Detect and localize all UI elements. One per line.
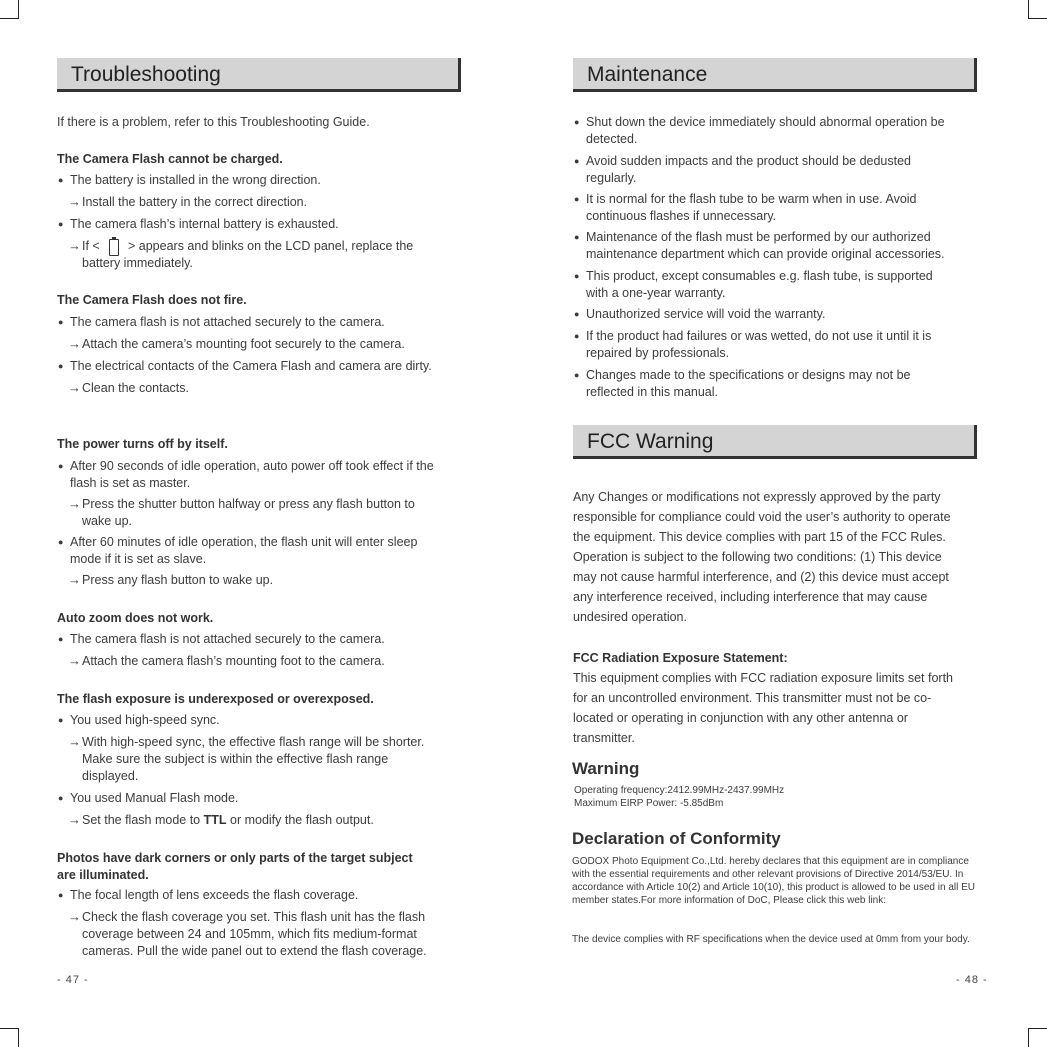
crop-mark bbox=[0, 18, 19, 19]
arrow-item-text: or modify the flash output. bbox=[226, 813, 374, 827]
crop-mark bbox=[0, 1028, 19, 1029]
arrow-item-cont: coverage between 24 and 105mm, which fits medium-format bbox=[82, 927, 417, 941]
bullet-item: ● The focal length of lens exceeds the flash coverage. bbox=[70, 887, 358, 904]
fcc-text: undesired operation. bbox=[573, 610, 687, 624]
crop-mark bbox=[1028, 18, 1047, 19]
arrow-item-text: > appears and blinks on the LCD panel, replace the bbox=[128, 239, 414, 253]
section-title: Photos have dark corners or only parts of the target subject bbox=[57, 851, 413, 865]
arrow-item-cont: displayed. bbox=[82, 769, 139, 783]
section-title: Auto zoom does not work. bbox=[57, 611, 214, 625]
fcc-text: any interference received, including interference that may cause bbox=[573, 590, 928, 604]
bullet-item: ● The camera flash is not attached securely to the camera. bbox=[70, 631, 385, 648]
radiation-title: FCC Radiation Exposure Statement: bbox=[573, 651, 788, 665]
section-title: The flash exposure is underexposed or overexposed. bbox=[57, 692, 374, 706]
section-title: The power turns off by itself. bbox=[57, 437, 228, 451]
bullet-item-cont: regularly. bbox=[586, 171, 637, 185]
bullet-item: ● You used high-speed sync. bbox=[70, 712, 220, 729]
arrow-item: → Attach the camera’s mounting foot securely to the camera. bbox=[82, 336, 405, 353]
bullet-item-cont: mode if it is set as slave. bbox=[70, 552, 207, 566]
arrow-item: → Press the shutter button halfway or press any flash button to bbox=[82, 496, 415, 513]
bullet-item-cont: with a one-year warranty. bbox=[586, 286, 726, 300]
warning-title: Warning bbox=[572, 759, 640, 778]
radiation-text: located or operating in conjunction with any other antenna or bbox=[573, 711, 908, 725]
bullet-item: ● If the product had failures or was wetted, do not use it until it is bbox=[586, 328, 931, 345]
bullet-item: ● You used Manual Flash mode. bbox=[70, 790, 238, 807]
fcc-text: the equipment. This device complies with part 15 of the FCC Rules. bbox=[573, 530, 946, 544]
rf-text: The device complies with RF specifications when the device used at 0mm from your body. bbox=[572, 934, 970, 945]
bullet-item: ● It is normal for the flash tube to be warm when in use. Avoid bbox=[586, 191, 917, 208]
bullet-item: ● Avoid sudden impacts and the product should be dedusted bbox=[586, 153, 911, 170]
bullet-item: ● The camera flash is not attached securely to the camera. bbox=[70, 314, 385, 331]
arrow-item: → Attach the camera flash’s mounting foot to the camera. bbox=[82, 653, 385, 670]
bullet-item: ● After 60 minutes of idle operation, the flash unit will enter sleep bbox=[70, 534, 417, 551]
arrow-item: → Check the flash coverage you set. This flash unit has the flash bbox=[82, 909, 425, 926]
arrow-item: → Clean the contacts. bbox=[82, 380, 189, 397]
warning-text: Operating frequency:2412.99MHz-2437.99MHz bbox=[574, 785, 785, 796]
section-title: The Camera Flash does not fire. bbox=[57, 293, 247, 307]
radiation-text: This equipment complies with FCC radiation exposure limits set forth bbox=[573, 671, 954, 685]
doc-text: accordance with Article 10(2) and Article 10(10), this product is allowed to be used in all EU bbox=[572, 882, 975, 893]
battery-icon bbox=[109, 239, 119, 256]
bullet-item: ● After 90 seconds of idle operation, auto power off took effect if the bbox=[70, 458, 434, 475]
radiation-text: for an uncontrolled environment. This transmitter must not be co- bbox=[573, 691, 932, 705]
section-title: The Camera Flash cannot be charged. bbox=[57, 152, 283, 166]
bullet-item: ● The electrical contacts of the Camera Flash and camera are dirty. bbox=[70, 358, 432, 375]
troubleshooting-header: Troubleshooting bbox=[57, 58, 461, 92]
arrow-item bbox=[82, 812, 374, 829]
bullet-item-cont: continuous flashes if unnecessary. bbox=[586, 209, 777, 223]
arrow-item-cont: wake up. bbox=[82, 514, 133, 528]
bullet-item-cont: repaired by professionals. bbox=[586, 346, 730, 360]
bullet-item: ● This product, except consumables e.g. flash tube, is supported bbox=[586, 268, 933, 285]
ttl-mode-text: TTL bbox=[203, 813, 227, 827]
arrow-item-cont: cameras. Pull the wide panel out to extend the flash coverage. bbox=[82, 944, 427, 958]
maintenance-header: Maintenance bbox=[573, 58, 977, 92]
arrow-item: → Install the battery in the correct direction. bbox=[82, 194, 307, 211]
arrow-item-text: Set the flash mode to bbox=[82, 813, 204, 827]
bullet-item: ● The battery is installed in the wrong direction. bbox=[70, 172, 321, 189]
fcc-text: may not cause harmful interference, and (2) this device must accept bbox=[573, 570, 949, 584]
radiation-text: transmitter. bbox=[573, 731, 635, 745]
crop-mark bbox=[1028, 1028, 1047, 1029]
fcc-text: Operation is subject to the following two conditions: (1) This device bbox=[573, 550, 942, 564]
bullet-item-cont: reflected in this manual. bbox=[586, 385, 719, 399]
fcc-text: Any Changes or modifications not expressly approved by the party bbox=[573, 490, 941, 504]
bullet-item: ● Maintenance of the flash must be performed by our authorized bbox=[586, 229, 931, 246]
bullet-item: ● The camera flash’s internal battery is exhausted. bbox=[70, 216, 339, 233]
intro-text: If there is a problem, refer to this Troubleshooting Guide. bbox=[57, 115, 370, 129]
arrow-item-text: battery immediately. bbox=[82, 256, 193, 270]
bullet-item: ● Shut down the device immediately should abnormal operation be bbox=[586, 114, 945, 131]
page-number: - 48 - bbox=[956, 974, 988, 986]
warning-text: Maximum EIRP Power: -5.85dBm bbox=[574, 798, 724, 809]
page-number: - 47 - bbox=[57, 974, 89, 986]
crop-mark bbox=[1028, 0, 1029, 18]
crop-mark bbox=[18, 0, 19, 18]
arrow-item: → If < bbox=[82, 238, 100, 255]
arrow-item: → With high-speed sync, the effective flash range will be shorter. bbox=[82, 734, 424, 751]
bullet-item: ● Changes made to the specifications or designs may not be bbox=[586, 367, 911, 384]
doc-title: Declaration of Conformity bbox=[572, 829, 781, 848]
bullet-item-cont: maintenance department which can provide original accessories. bbox=[586, 247, 945, 261]
bullet-item-cont: flash is set as master. bbox=[70, 476, 191, 490]
bullet-item-cont: detected. bbox=[586, 132, 638, 146]
bullet-item: ● Unauthorized service will void the warranty. bbox=[586, 306, 825, 323]
doc-text: GODOX Photo Equipment Co.,Ltd. hereby declares that this equipment are in compliance bbox=[572, 856, 969, 867]
crop-mark bbox=[1028, 1028, 1029, 1047]
fcc-text: responsible for compliance could void the user’s authority to operate bbox=[573, 510, 951, 524]
crop-mark bbox=[18, 1028, 19, 1047]
doc-text: with the essential requirements and other relevant provisions of Directive 2014/53/EU. In bbox=[572, 869, 964, 880]
section-title-cont: are illuminated. bbox=[57, 868, 149, 882]
fcc-warning-header: FCC Warning bbox=[573, 425, 977, 459]
doc-text: member states.For more information of DoC, Please click this web link: bbox=[572, 895, 886, 906]
arrow-item: → Press any flash button to wake up. bbox=[82, 572, 273, 589]
arrow-item-cont: Make sure the subject is within the effective flash range bbox=[82, 752, 389, 766]
